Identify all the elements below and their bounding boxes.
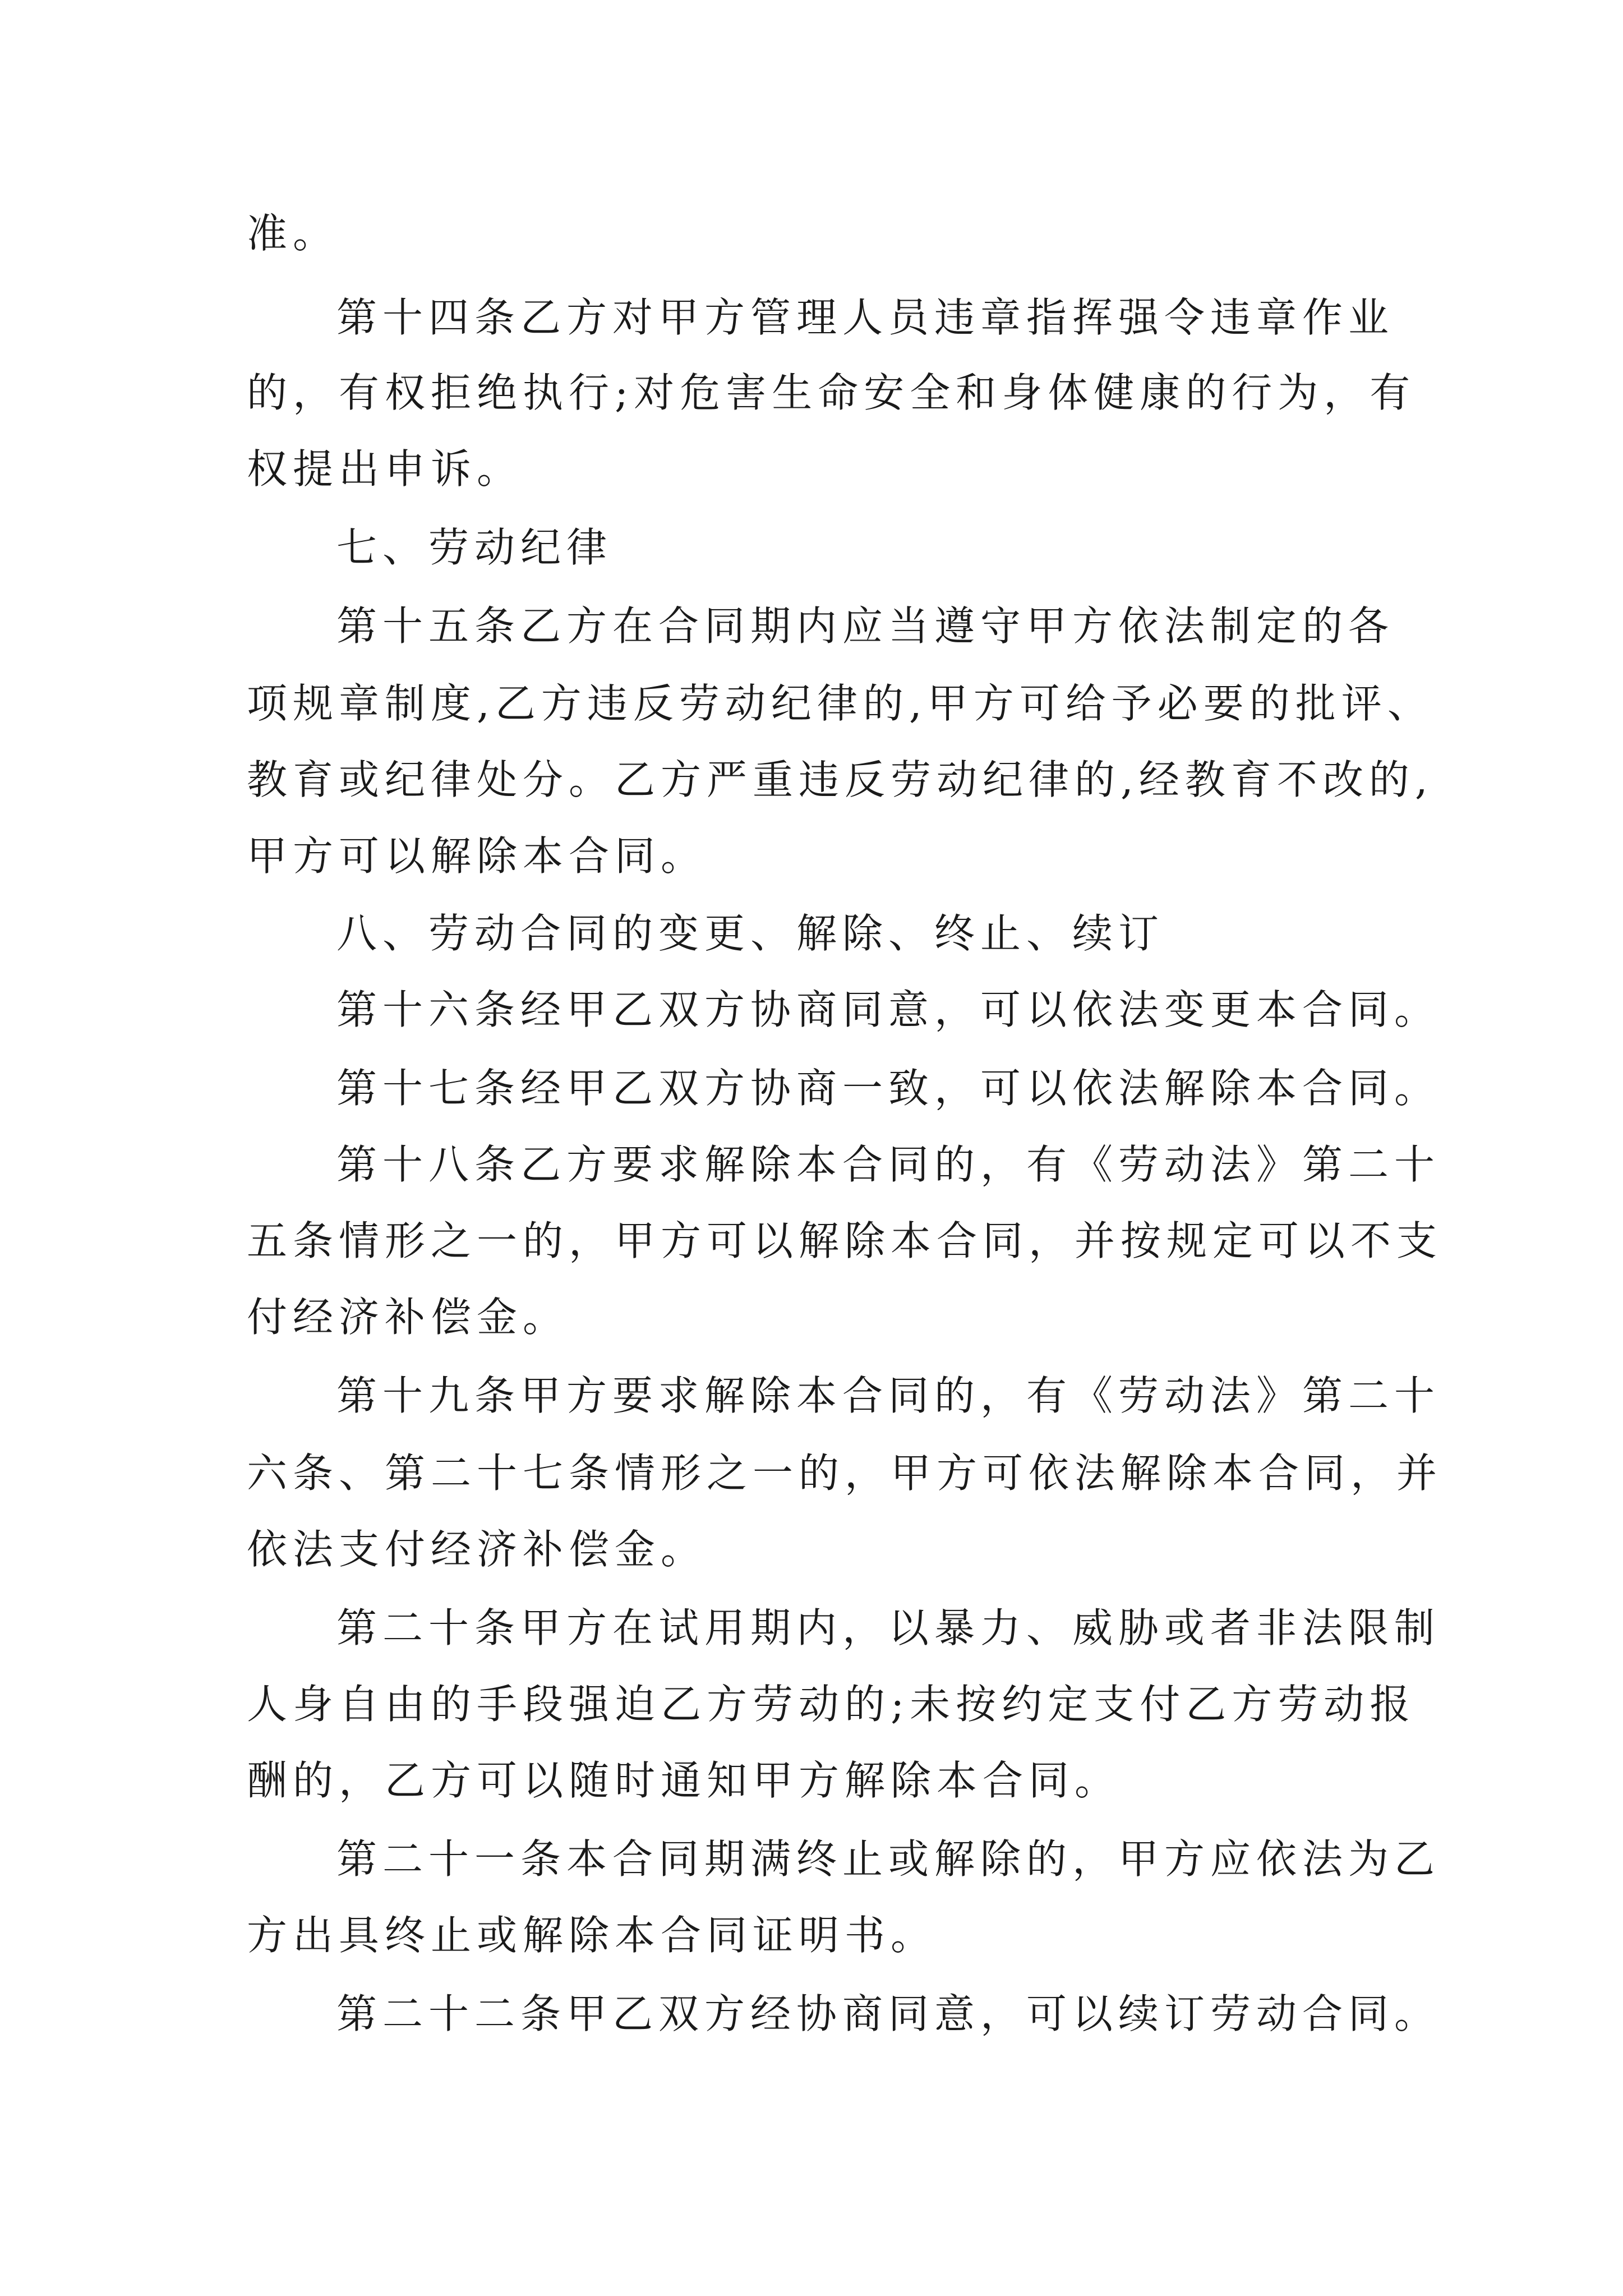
text-line: 第二十二条甲乙双方经协商同意，可以续订劳动合同。: [336, 1990, 1441, 2037]
text-line: 付经济补偿金。: [247, 1294, 569, 1341]
text-line: 教育或纪律处分。乙方严重违反劳动纪律的,经教育不改的,: [247, 756, 1433, 803]
text-line: 第十八条乙方要求解除本合同的，有《劳动法》第二十: [336, 1141, 1441, 1188]
text-line: 甲方可以解除本合同。: [247, 832, 707, 880]
text-line: 五条情形之一的，甲方可以解除本合同，并按规定可以不支: [247, 1217, 1443, 1264]
section-heading: 七、劳动纪律: [336, 524, 613, 571]
text-line: 的，有权拒绝执行;对危害生命安全和身体健康的行为，有: [247, 369, 1416, 416]
text-line: 人身自由的手段强迫乙方劳动的;未按约定支付乙方劳动报: [247, 1681, 1416, 1728]
text-line: 第十九条甲方要求解除本合同的，有《劳动法》第二十: [336, 1372, 1441, 1419]
text-line: 第十七条经甲乙双方协商一致，可以依法解除本合同。: [336, 1065, 1441, 1112]
text-line: 方出具终止或解除本合同证明书。: [247, 1912, 937, 1959]
text-line: 酬的，乙方可以随时通知甲方解除本合同。: [247, 1757, 1121, 1804]
text-line: 项规章制度,乙方违反劳动纪律的,甲方可给予必要的批评、: [247, 680, 1433, 727]
text-line: 六条、第二十七条情形之一的，甲方可依法解除本合同，并: [247, 1450, 1443, 1497]
text-line: 权提出申诉。: [247, 445, 523, 493]
text-line: 第二十一条本合同期满终止或解除的，甲方应依法为乙: [336, 1835, 1441, 1883]
text-line: 依法支付经济补偿金。: [247, 1526, 707, 1573]
text-line: 第二十条甲方在试用期内，以暴力、威胁或者非法限制: [336, 1604, 1441, 1651]
text-line: 第十六条经甲乙双方协商同意，可以依法变更本合同。: [336, 986, 1441, 1033]
section-heading: 八、劳动合同的变更、解除、终止、续订: [336, 910, 1165, 957]
text-line: 准。: [247, 210, 339, 257]
text-line: 第十四条乙方对甲方管理人员违章指挥强令违章作业: [336, 294, 1395, 341]
text-line: 第十五条乙方在合同期内应当遵守甲方依法制定的各: [336, 602, 1395, 650]
